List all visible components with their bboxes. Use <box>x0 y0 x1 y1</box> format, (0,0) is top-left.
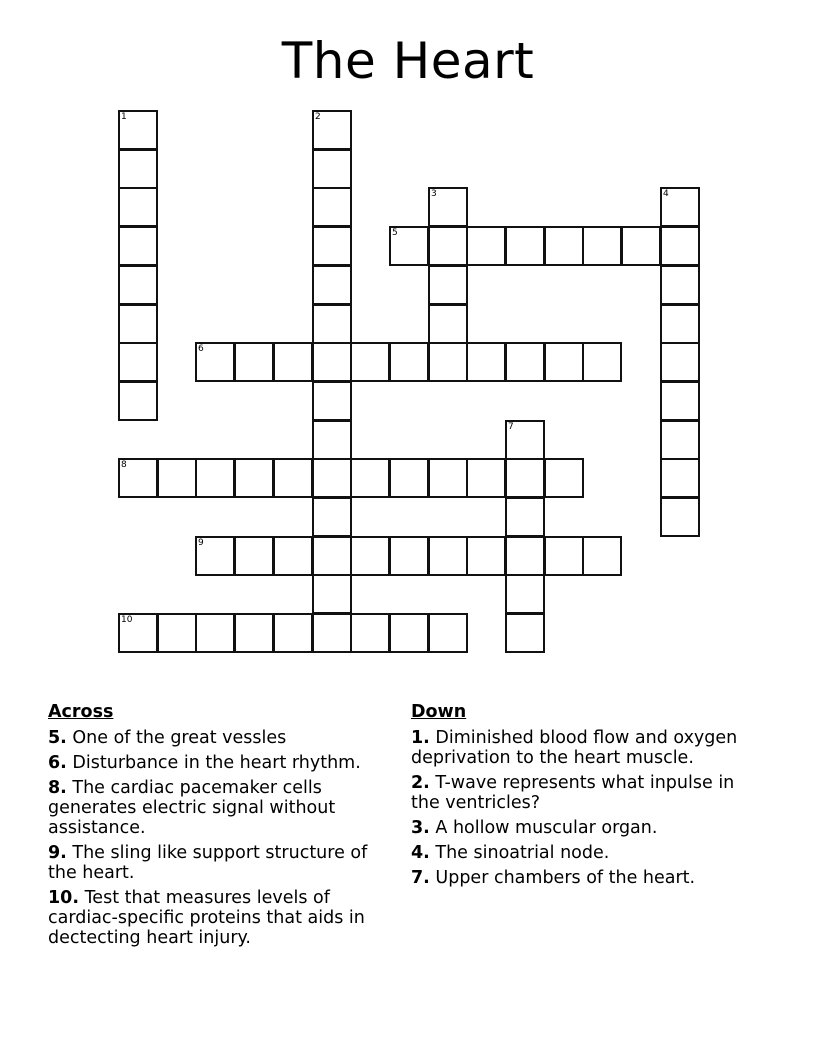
crossword-cell[interactable] <box>118 304 158 344</box>
crossword-cell[interactable] <box>118 149 158 189</box>
crossword-cell[interactable] <box>312 536 352 576</box>
crossword-cell[interactable] <box>389 613 429 653</box>
crossword-cell[interactable] <box>312 381 352 421</box>
clue-text: T-wave represents what inpulse in the ventricles? <box>411 773 735 813</box>
crossword-cell[interactable] <box>660 265 700 305</box>
crossword-cell[interactable] <box>273 342 313 382</box>
clue-number: 5. <box>48 728 67 748</box>
clue-down-2 <box>411 773 741 813</box>
clue-across-5 <box>48 728 393 748</box>
crossword-cell[interactable] <box>234 536 274 576</box>
crossword-cell[interactable] <box>350 613 390 653</box>
crossword-cell[interactable] <box>273 613 313 653</box>
clue-across-9 <box>48 843 393 883</box>
clue-number: 7. <box>411 868 430 888</box>
clue-down-1 <box>411 728 741 768</box>
crossword-cell[interactable] <box>428 265 468 305</box>
crossword-cell[interactable] <box>312 458 352 498</box>
clue-text: Disturbance in the heart rhythm. <box>72 753 361 773</box>
across-heading: Across <box>48 702 114 722</box>
cell-number: 10 <box>121 615 133 625</box>
cell-number: 7 <box>508 422 514 432</box>
crossword-cell[interactable] <box>505 342 545 382</box>
clue-across-8 <box>48 778 393 838</box>
clue-text: A hollow muscular organ. <box>435 818 658 838</box>
crossword-cell[interactable] <box>312 420 352 460</box>
crossword-cell[interactable] <box>195 458 235 498</box>
crossword-cell[interactable] <box>350 342 390 382</box>
crossword-cell[interactable] <box>312 342 352 382</box>
crossword-cell[interactable] <box>660 187 700 227</box>
crossword-cell[interactable] <box>621 226 661 266</box>
clue-text: Diminished blood flow and oxygen deprivation to the heart muscle. <box>411 728 738 768</box>
crossword-cell[interactable] <box>118 110 158 150</box>
crossword-cell[interactable] <box>466 536 506 576</box>
crossword-cell[interactable] <box>312 187 352 227</box>
crossword-cell[interactable] <box>466 226 506 266</box>
cell-number: 6 <box>198 344 204 354</box>
cell-number: 1 <box>121 112 127 122</box>
clue-down-3 <box>411 818 741 838</box>
crossword-cell[interactable] <box>195 342 235 382</box>
clue-down-7 <box>411 868 741 888</box>
clue-number: 10. <box>48 888 80 908</box>
crossword-cell[interactable] <box>118 613 158 653</box>
crossword-cell[interactable] <box>118 265 158 305</box>
crossword-cell[interactable] <box>660 304 700 344</box>
crossword-cell[interactable] <box>389 342 429 382</box>
clue-number: 3. <box>411 818 430 838</box>
crossword-cell[interactable] <box>312 574 352 614</box>
crossword-cell[interactable] <box>195 613 235 653</box>
crossword-cell[interactable] <box>234 458 274 498</box>
clue-across-10 <box>48 888 393 948</box>
crossword-cell[interactable] <box>118 342 158 382</box>
crossword-cell[interactable] <box>544 226 584 266</box>
crossword-cell[interactable] <box>157 613 197 653</box>
cell-number: 4 <box>663 189 669 199</box>
crossword-cell[interactable] <box>389 458 429 498</box>
crossword-cell[interactable] <box>118 381 158 421</box>
crossword-cell[interactable] <box>660 226 700 266</box>
crossword-cell[interactable] <box>273 458 313 498</box>
crossword-cell[interactable] <box>660 342 700 382</box>
crossword-cell[interactable] <box>660 381 700 421</box>
crossword-cell[interactable] <box>582 536 622 576</box>
crossword-cell[interactable] <box>273 536 313 576</box>
crossword-cell[interactable] <box>505 420 545 460</box>
crossword-cell[interactable] <box>428 226 468 266</box>
crossword-cell[interactable] <box>234 613 274 653</box>
clue-text: Upper chambers of the heart. <box>435 868 696 888</box>
crossword-cell[interactable] <box>389 226 429 266</box>
crossword-cell[interactable] <box>428 342 468 382</box>
page-title: The Heart <box>281 32 535 90</box>
crossword-cell[interactable] <box>350 536 390 576</box>
clue-number: 6. <box>48 753 67 773</box>
crossword-cell[interactable] <box>389 536 429 576</box>
clue-number: 1. <box>411 728 430 748</box>
crossword-cell[interactable] <box>544 458 584 498</box>
clue-number: 9. <box>48 843 67 863</box>
crossword-cell[interactable] <box>312 613 352 653</box>
clue-number: 2. <box>411 773 430 793</box>
crossword-cell[interactable] <box>505 226 545 266</box>
cell-number: 2 <box>315 112 321 122</box>
crossword-cell[interactable] <box>428 187 468 227</box>
cell-number: 8 <box>121 460 127 470</box>
crossword-cell[interactable] <box>312 226 352 266</box>
crossword-cell[interactable] <box>544 342 584 382</box>
crossword-cell[interactable] <box>312 265 352 305</box>
cell-number: 3 <box>431 189 437 199</box>
crossword-cell[interactable] <box>544 536 584 576</box>
down-heading: Down <box>411 702 467 722</box>
clue-text: One of the great vessles <box>72 728 287 748</box>
crossword-cell[interactable] <box>466 458 506 498</box>
crossword-cell[interactable] <box>660 497 700 537</box>
crossword-cell[interactable] <box>660 458 700 498</box>
crossword-cell[interactable] <box>505 613 545 653</box>
crossword-cell[interactable] <box>234 342 274 382</box>
crossword-cell[interactable] <box>118 187 158 227</box>
crossword-cell[interactable] <box>505 497 545 537</box>
crossword-cell[interactable] <box>428 304 468 344</box>
crossword-cell[interactable] <box>505 574 545 614</box>
crossword-cell[interactable] <box>195 536 235 576</box>
clue-number: 4. <box>411 843 430 863</box>
crossword-cell[interactable] <box>312 497 352 537</box>
clue-text: Test that measures levels of cardiac-specific proteins that aids in dectecting heart injury. <box>48 888 365 948</box>
crossword-cell[interactable] <box>118 226 158 266</box>
crossword-cell[interactable] <box>157 458 197 498</box>
crossword-cell[interactable] <box>428 458 468 498</box>
crossword-cell[interactable] <box>312 304 352 344</box>
crossword-cell[interactable] <box>312 110 352 150</box>
cell-number: 5 <box>392 228 398 238</box>
clue-text: The cardiac pacemaker cells generates electric signal without assistance. <box>48 778 336 838</box>
crossword-cell[interactable] <box>428 613 468 653</box>
crossword-cell[interactable] <box>582 226 622 266</box>
clue-text: The sling like support structure of the heart. <box>48 843 368 883</box>
clue-text: The sinoatrial node. <box>435 843 610 863</box>
down-clues <box>411 702 741 893</box>
crossword-cell[interactable] <box>582 342 622 382</box>
crossword-cell[interactable] <box>428 536 468 576</box>
crossword-cell[interactable] <box>350 458 390 498</box>
crossword-cell[interactable] <box>505 458 545 498</box>
clue-across-6 <box>48 753 393 773</box>
across-clues <box>48 702 393 953</box>
crossword-cell[interactable] <box>312 149 352 189</box>
crossword-cell[interactable] <box>660 420 700 460</box>
crossword-cell[interactable] <box>505 536 545 576</box>
clue-number: 8. <box>48 778 67 798</box>
clue-down-4 <box>411 843 741 863</box>
cell-number: 9 <box>198 538 204 548</box>
crossword-cell[interactable] <box>118 458 158 498</box>
crossword-cell[interactable] <box>466 342 506 382</box>
